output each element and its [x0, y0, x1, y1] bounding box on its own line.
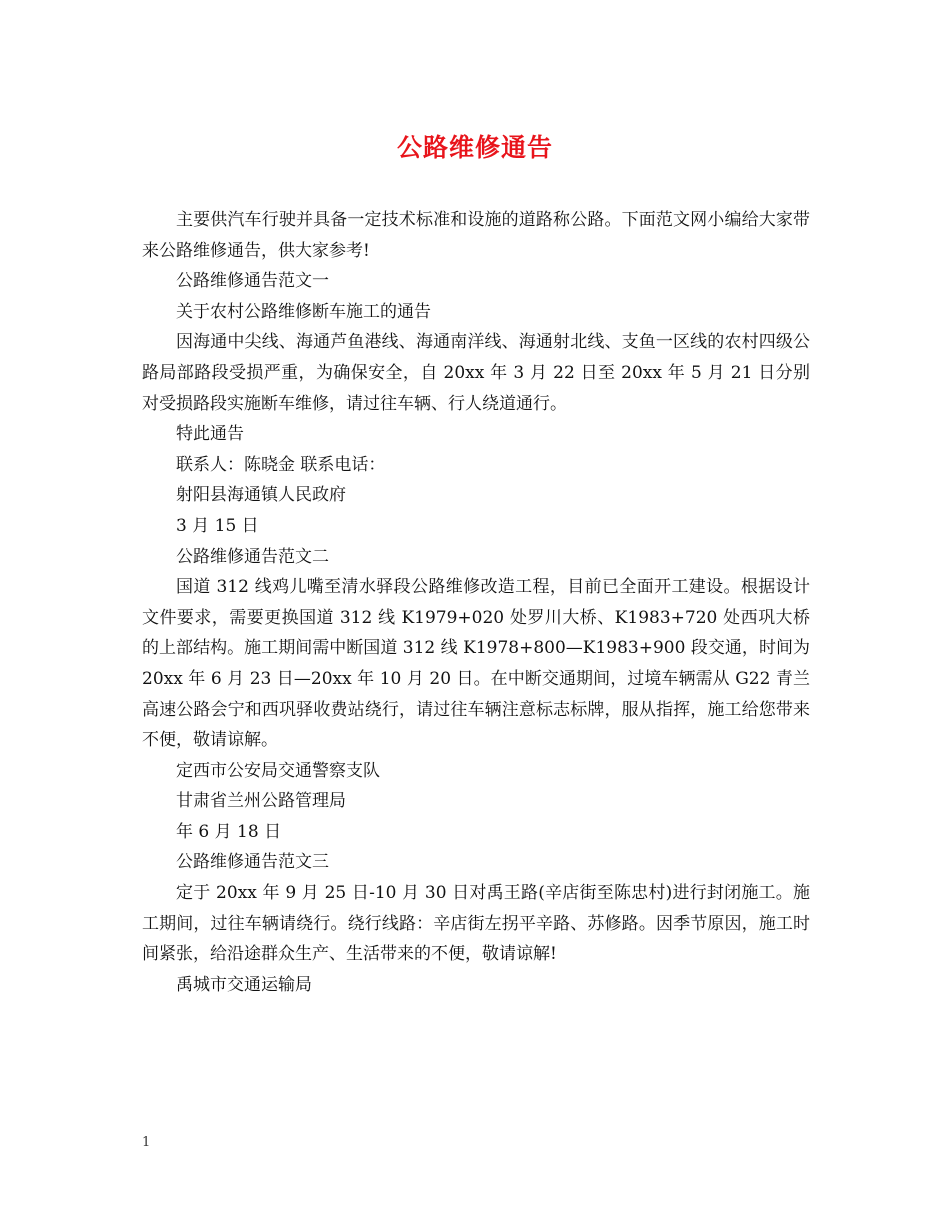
issuer-2b: 甘肃省兰州公路管理局: [176, 791, 346, 812]
date-2: 年 6 月 18 日: [176, 821, 282, 842]
issuer-1: 射阳县海通镇人民政府: [176, 485, 346, 506]
notice-closing-1: 特此通告: [176, 424, 244, 445]
issuer-3: 禹城市交通运输局: [176, 974, 312, 995]
notice-body-2: 国道 312 线鸡儿嘴至清水驿段公路维修改造工程，目前已全面开工建设。根据设计文件要求，需要更换国道 312 线 K1979+020 处罗川大桥、K1983+720 处西巩大桥的上部结构。施工期间需中断国道 312 线 K1978+800—K1983+900 段交通，时间为 20xx 年 6 月 23 日—20xx 年 10 月 20 日。在中断交通期间，过境车辆需从 G22 青兰高速公路会宁和西巩驿收费站绕行，请过往车辆注意标志标牌，服从指挥，施工给您带来不便，敬请谅解。: [142, 577, 810, 751]
notice-body-1: 因海通中尖线、海通芦鱼港线、海通南洋线、海通射北线、支鱼一区线的农村四级公路局部路段受损严重，为确保安全，自 20xx 年 3 月 22 日至 20xx 年 5 月 21 日分别对受损路段实施断车维修，请过往车辆、行人绕道通行。: [142, 332, 810, 414]
section-heading-1: 公路维修通告范文一: [176, 271, 329, 292]
document-title: 公路维修通告: [396, 133, 553, 162]
contact-line: 联系人：陈晓金 联系电话：: [176, 454, 386, 475]
document-body: [142, 205, 810, 1000]
date-1: 3 月 15 日: [176, 515, 259, 536]
section-heading-2: 公路维修通告范文二: [176, 546, 329, 567]
notice-title-1: 关于农村公路维修断车施工的通告: [176, 301, 431, 322]
page-number: 1: [142, 1135, 151, 1150]
issuer-2a: 定西市公安局交通警察支队: [176, 760, 380, 781]
section-heading-3: 公路维修通告范文三: [176, 852, 329, 873]
notice-body-3: 定于 20xx 年 9 月 25 日-10 月 30 日对禹王路(辛店街至陈忠村)进行封闭施工。施工期间，过往车辆请绕行。绕行线路：辛店街左拐平辛路、苏修路。因季节原因，施工时间紧张，给沿途群众生产、生活带来的不便，敬请谅解!: [142, 883, 810, 965]
paragraph-intro: 主要供汽车行驶并具备一定技术标准和设施的道路称公路。下面范文网小编给大家带来公路维修通告，供大家参考!: [142, 210, 810, 261]
